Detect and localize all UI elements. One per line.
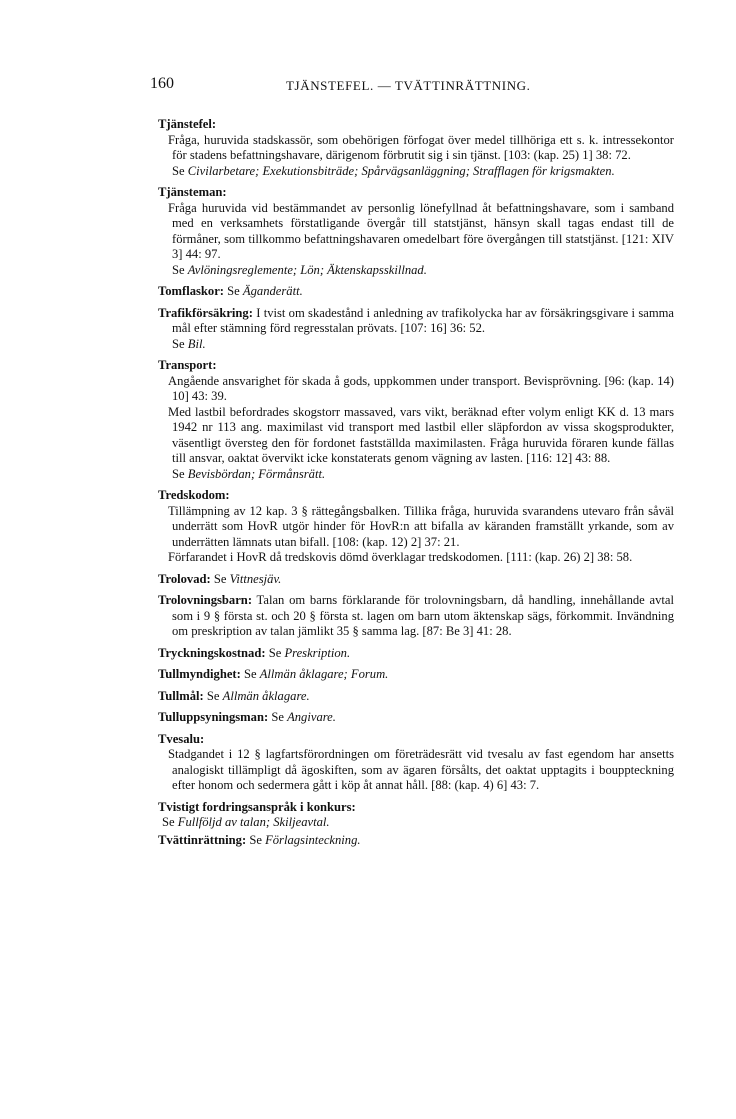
entry-tomflaskor bbox=[158, 284, 674, 300]
headword: Tvesalu: bbox=[158, 731, 205, 746]
headword: Tomflaskor: bbox=[158, 284, 225, 298]
entry-tvistigt bbox=[158, 800, 674, 831]
headword: Trafikförsäkring: bbox=[158, 305, 253, 320]
entry-text: Tillämpning av 12 kap. 3 § rättegångsbalken. Tillika fråga, huruvida svarandens utevaro från såväl underrätt som HovR utgör hinder för HovR:n att bifalla av käranden framställt yrkande, som av underrätten lämnats utan bifall. [108: (kap. 12) 2] 37: 21. bbox=[168, 503, 674, 549]
see-label: Se bbox=[162, 815, 175, 829]
entry-tullmal bbox=[158, 689, 674, 705]
entry-text: I tvist om skadestånd i anledning av trafikolycka har av försäkringsgivare i samma mål efter stämning förd regresstalan prövats. [107: 16] 36: 52. bbox=[172, 305, 675, 335]
headword: Tvättinrättning: bbox=[158, 832, 247, 847]
entry-tjanstefel bbox=[158, 117, 674, 179]
entry-tvesalu bbox=[158, 732, 674, 794]
entry-text: Stadgandet i 12 § lagfartsförordningen om företrädesrätt vid tvesalu av fast egendom har ansetts analogiskt tillämpligt då ägoskiften, som av ägaren försålts, det oaktat upptagits i bouppteckning efter honom och sedermera gått i köp åt annat håll. [88: (kap. 4) 6] 43: 7. bbox=[168, 747, 674, 792]
see-targets: Vittnesjäv. bbox=[229, 571, 282, 586]
see-label: Se bbox=[172, 163, 185, 178]
headword: Tredskodom: bbox=[158, 488, 230, 502]
entry-tvattinrattning bbox=[158, 833, 674, 849]
see-targets: Avlöningsreglemente; Lön; Äktenskapsskillnad. bbox=[187, 262, 427, 277]
see-label: Se bbox=[172, 336, 185, 351]
see-label: Se bbox=[172, 262, 185, 277]
see-targets: Preskription. bbox=[284, 645, 351, 660]
see-targets: Civilarbetare; Exekutionsbiträde; Spårvägsanläggning; Strafflagen för krigsmakten. bbox=[187, 163, 615, 178]
entry-text: Fråga huruvida vid bestämmandet av personlig lönefyllnad åt befattningshavare, som i samband med en verksamhets förstatligande övergår till statstjänst, hänsyn skall tagas endast till de förmåner, som tillkommo befattningshavaren omedelbart före övergången till statstjänst. [121: XIV 3] 44: 97. bbox=[168, 200, 674, 261]
headword: Trolovad: bbox=[158, 571, 211, 586]
entry-text: Förfarandet i HovR då tredskovis dömd överklagar tredskodomen. [111: (kap. 26) 2] 38: 58. bbox=[168, 550, 633, 564]
index-content bbox=[158, 117, 674, 854]
page-number: 160 bbox=[150, 75, 174, 92]
entry-text: Angående ansvarighet för skada å gods, uppkommen under transport. Bevisprövning. [96: (kap. 14) 10] 43: 39. bbox=[168, 373, 674, 403]
headword: Tjänstefel: bbox=[158, 117, 217, 131]
see-label: Se bbox=[227, 284, 240, 298]
see-targets: Bevisbördan; Förmånsrätt. bbox=[187, 466, 326, 481]
running-title: TJÄNSTEFEL. — TVÄTTINRÄTTNING. bbox=[286, 78, 531, 93]
headword: Tulluppsyningsman: bbox=[158, 710, 269, 724]
see-label: Se bbox=[213, 571, 227, 586]
see-label: Se bbox=[243, 667, 257, 681]
entry-tullmyndighet bbox=[158, 667, 674, 683]
entry-trolovad bbox=[158, 572, 674, 588]
see-reference bbox=[158, 815, 674, 831]
see-reference bbox=[158, 263, 674, 279]
headword: Transport: bbox=[158, 358, 217, 372]
see-targets: Fullföljd av talan; Skiljeavtal. bbox=[177, 815, 330, 829]
see-targets: Bil. bbox=[187, 336, 206, 351]
headword: Tjänsteman: bbox=[158, 185, 227, 199]
headword: Trolovningsbarn: bbox=[158, 593, 253, 607]
see-label: Se bbox=[271, 710, 284, 724]
see-targets: Förlagsinteckning. bbox=[265, 832, 361, 847]
see-targets: Allmän åklagare. bbox=[222, 688, 310, 703]
entry-tryckningskostnad bbox=[158, 646, 674, 662]
see-label: Se bbox=[249, 832, 262, 847]
see-label: Se bbox=[172, 466, 185, 481]
headword: Tryckningskostnad: bbox=[158, 645, 266, 660]
entry-text: Fråga, huruvida stadskassör, som obehörigen förfogat över medel tillhöriga ett s. k. intressekontor för stadens befattningshavare, därigenom förbrutit sig i sin tjänst. [103: (kap. 25) 1] 38: 72. bbox=[168, 132, 674, 162]
see-reference bbox=[158, 467, 674, 483]
entry-tredskodom bbox=[158, 488, 674, 566]
see-reference bbox=[158, 164, 674, 180]
entry-trolovningsbarn bbox=[158, 593, 674, 640]
entry-transport bbox=[158, 358, 674, 482]
headword: Tvistigt fordringsanspråk i konkurs: bbox=[158, 799, 356, 814]
headword: Tullmyndighet: bbox=[158, 667, 241, 681]
entry-tjansteman bbox=[158, 185, 674, 278]
see-targets: Angivare. bbox=[287, 710, 336, 724]
see-label: Se bbox=[268, 645, 282, 660]
entry-text: Talan om barns förklarande för trolovningsbarn, då handling, innehållande avtal som i 9 § första st. och 20 § första st. lagen om barn utom äktenskap sägs, förkommit. Invändning om preskription av talan jämlikt 35 § samma lag. [87: Be 3] 41: 28. bbox=[172, 593, 674, 638]
see-label: Se bbox=[206, 688, 220, 703]
headword: Tullmål: bbox=[158, 688, 204, 703]
see-reference bbox=[158, 337, 674, 353]
entry-text: Med lastbil befordrades skogstorr massaved, vars vikt, beräknad efter volym enligt KK d. 13 mars 1942 nr 113 ang. maximilast vid transport med lastbil eller släpfordon av vissa skogsprodukter, väsentligt översteg den för fordonet fastställda maximilasten. Fråga huruvida föraren kunde fällas till ansvar, oaktat övervikt icke konstaterats genom vägning av lasten. [116: 12] 43: 88. bbox=[168, 404, 674, 465]
entry-tulluppsyningsman bbox=[158, 710, 674, 726]
see-targets: Äganderätt. bbox=[242, 284, 303, 298]
see-targets: Allmän åklagare; Forum. bbox=[259, 667, 389, 681]
entry-trafikforsakring bbox=[158, 306, 674, 353]
